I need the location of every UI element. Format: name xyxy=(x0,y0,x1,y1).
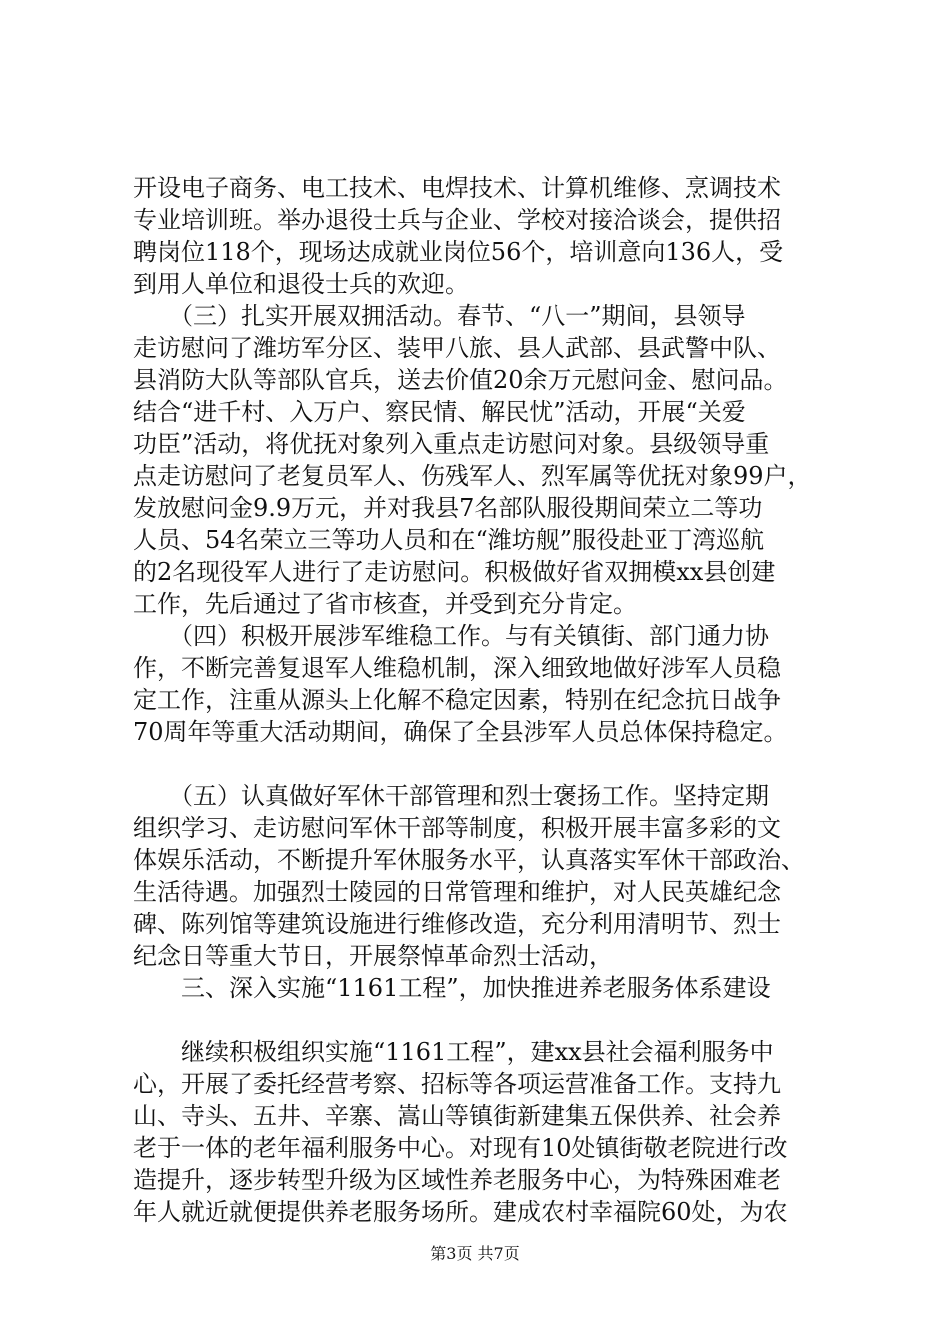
paragraph-spacer xyxy=(133,748,833,780)
text-line: 县消防大队等部队官兵，送去价值20余万元慰问金、慰问品。 xyxy=(133,366,788,394)
text-line: 年人就近就便提供养老服务场所。建成农村幸福院60处，为农 xyxy=(133,1198,788,1226)
document-body xyxy=(133,172,833,1228)
text-line: 70周年等重大活动期间，确保了全县涉军人员总体保持稳定。 xyxy=(133,718,788,746)
paragraph xyxy=(133,172,833,300)
text-line: 开设电子商务、电工技术、电焊技术、计算机维修、烹调技术 xyxy=(133,174,781,202)
text-line: 作，不断完善复退军人维稳机制，深入细致地做好涉军人员稳 xyxy=(133,654,781,682)
paragraph xyxy=(133,972,833,1004)
text-line: （三）扎实开展双拥活动。春节、“八一”期间，县领导 xyxy=(133,302,746,330)
text-line: 点走访慰问了老复员军人、伤残军人、烈军属等优抚对象99户， xyxy=(133,462,812,490)
paragraph xyxy=(133,780,833,972)
text-line: 造提升，逐步转型升级为区域性养老服务中心，为特殊困难老 xyxy=(133,1166,781,1194)
text-line: 发放慰问金9.9万元，并对我县7名部队服役期间荣立二等功 xyxy=(133,494,763,522)
text-line: 山、寺头、五井、辛寨、嵩山等镇街新建集五保供养、社会养 xyxy=(133,1102,781,1130)
text-line: 老于一体的老年福利服务中心。对现有10处镇街敬老院进行改 xyxy=(133,1134,788,1162)
text-line: 三、深入实施“1161工程”，加快推进养老服务体系建设 xyxy=(133,974,771,1002)
paragraph xyxy=(133,620,833,748)
text-line: 组织学习、走访慰问军休干部等制度，积极开展丰富多彩的文 xyxy=(133,814,781,842)
text-line: （五）认真做好军休干部管理和烈士褒扬工作。坚持定期 xyxy=(133,782,769,810)
paragraph xyxy=(133,300,833,620)
paragraph xyxy=(133,1036,833,1228)
text-line: 体娱乐活动，不断提升军休服务水平，认真落实军休干部政治、 xyxy=(133,846,805,874)
text-line: 继续积极组织实施“1161工程”，建xx县社会福利服务中 xyxy=(133,1038,774,1066)
page-footer xyxy=(0,1244,950,1264)
paragraph-spacer xyxy=(133,1004,833,1036)
text-line: 纪念日等重大节日，开展祭悼革命烈士活动， xyxy=(133,942,613,970)
text-line: 生活待遇。加强烈士陵园的日常管理和维护，对人民英雄纪念 xyxy=(133,878,781,906)
text-line: 人员、54名荣立三等功人员和在“潍坊舰”服役赴亚丁湾巡航 xyxy=(133,526,765,554)
text-line: 结合“进千村、入万户、察民情、解民忧”活动，开展“关爱 xyxy=(133,398,746,426)
text-line: 到用人单位和退役士兵的欢迎。 xyxy=(133,270,469,298)
text-line: （四）积极开展涉军维稳工作。与有关镇街、部门通力协 xyxy=(133,622,769,650)
text-line: 专业培训班。举办退役士兵与企业、学校对接洽谈会，提供招 xyxy=(133,206,781,234)
text-line: 走访慰问了潍坊军分区、装甲八旅、县人武部、县武警中队、 xyxy=(133,334,781,362)
text-line: 聘岗位118个，现场达成就业岗位56个，培训意向136人，受 xyxy=(133,238,784,266)
page-number-label: 第3页 共7页 xyxy=(430,1244,520,1263)
text-line: 的2名现役军人进行了走访慰问。积极做好省双拥模xx县创建 xyxy=(133,558,776,586)
text-line: 定工作，注重从源头上化解不稳定因素，特别在纪念抗日战争 xyxy=(133,686,781,714)
text-line: 心，开展了委托经营考察、招标等各项运营准备工作。支持九 xyxy=(133,1070,781,1098)
text-line: 工作，先后通过了省市核查，并受到充分肯定。 xyxy=(133,590,637,618)
text-line: 碑、陈列馆等建筑设施进行维修改造，充分利用清明节、烈士 xyxy=(133,910,781,938)
text-line: 功臣”活动，将优抚对象列入重点走访慰问对象。县级领导重 xyxy=(133,430,770,458)
